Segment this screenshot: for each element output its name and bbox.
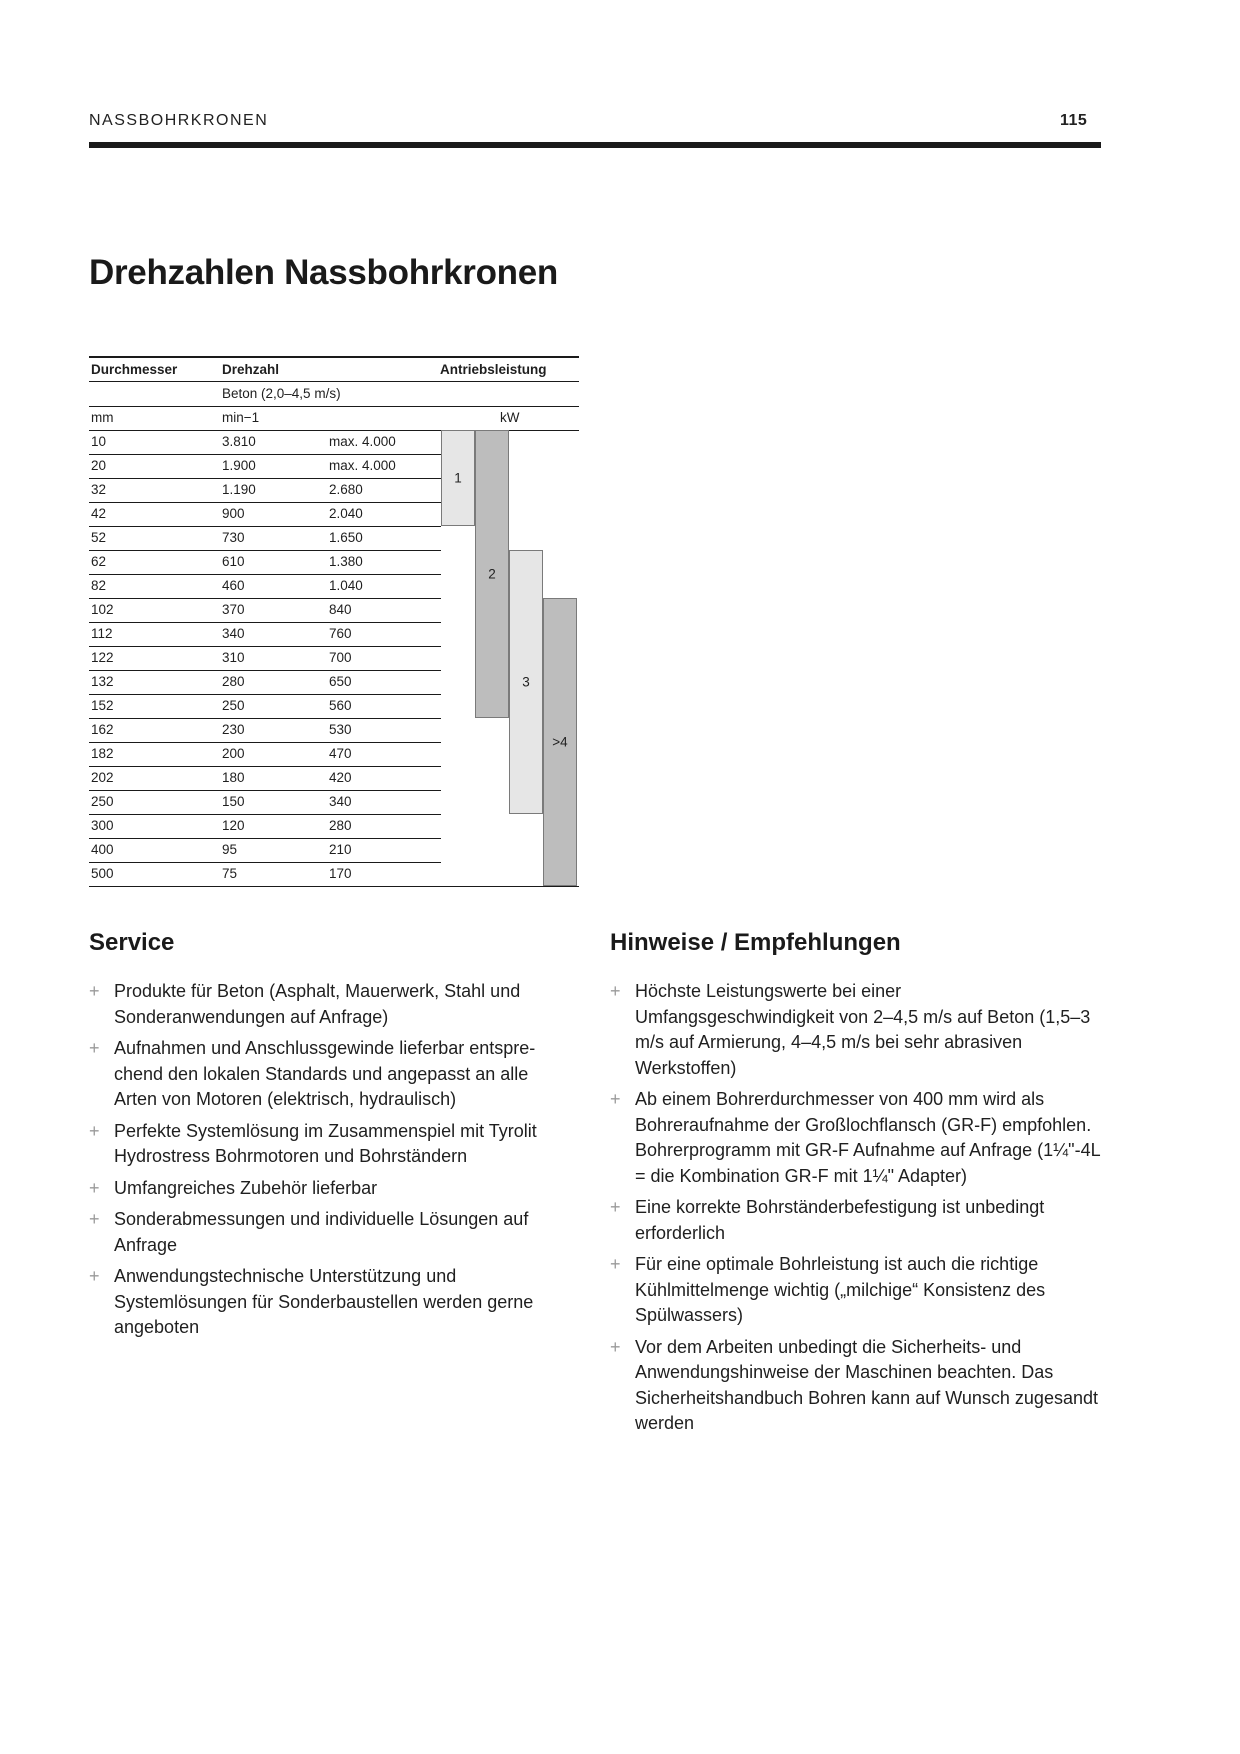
list-item: [89, 1264, 569, 1341]
cell-diameter: 10: [91, 434, 107, 449]
plus-icon: +: [89, 1209, 100, 1229]
service-heading: Service: [89, 929, 175, 956]
cell-diameter: 162: [91, 722, 114, 737]
row-rule: [89, 478, 441, 479]
cell-rpm: 95: [222, 842, 238, 857]
cell-diameter: 250: [91, 794, 114, 809]
running-header: NASSBOHRKRONEN: [89, 112, 269, 129]
row-rule: [89, 862, 441, 863]
cell-diameter: 500: [91, 866, 114, 881]
power-band-label: 3: [522, 674, 530, 690]
plus-icon: +: [89, 1266, 100, 1286]
list-item: [89, 1119, 569, 1170]
list-item-text: Höchste Leistungswerte bei einer Umfangsgeschwindigkeit von 2–4,5 m/s auf Beton (1,5–3 m/s auf Armierung, 4–4,5 m/s bei sehr abrasiven Werkstoffen): [635, 981, 1091, 1078]
row-rule: [89, 550, 441, 551]
list-item: [610, 1335, 1105, 1437]
power-band-label: 2: [488, 566, 496, 582]
cell-rpm-max: max. 4.000: [329, 458, 396, 473]
row-rule: [89, 622, 441, 623]
list-item: [89, 979, 569, 1030]
cell-diameter: 300: [91, 818, 114, 833]
table-rule: [89, 381, 579, 382]
cell-rpm: 120: [222, 818, 245, 833]
cell-diameter: 42: [91, 506, 107, 521]
plus-icon: +: [89, 1120, 100, 1141]
cell-rpm: 150: [222, 794, 245, 809]
list-item: [610, 979, 1105, 1081]
list-item: [89, 1176, 569, 1202]
cell-diameter: 82: [91, 578, 107, 593]
cell-rpm-max: 650: [329, 674, 352, 689]
row-rule: [89, 670, 441, 671]
cell-rpm-max: 760: [329, 626, 352, 641]
row-rule: [89, 454, 441, 455]
row-rule: [89, 694, 441, 695]
cell-rpm-max: 840: [329, 602, 352, 617]
list-item-text: Sonderabmessungen und individuelle Lösungen auf Anfrage: [114, 1209, 529, 1255]
table-top-rule: [89, 356, 579, 358]
row-rule: [89, 766, 441, 767]
list-item-text: Produkte für Beton (Asphalt, Mauerwerk, Stahl und Sonderanwendungen auf Anfrage): [114, 981, 521, 1027]
plus-icon: +: [89, 981, 100, 1001]
table-subheader: Beton (2,0–4,5 m/s): [222, 386, 341, 401]
cell-rpm-max: 1.380: [329, 554, 363, 569]
list-item: [610, 1087, 1105, 1189]
cell-rpm-max: 470: [329, 746, 352, 761]
list-item-text: Eine korrekte Bohrständerbefestigung ist unbedingt erforderlich: [635, 1197, 1045, 1243]
cell-rpm-max: 340: [329, 794, 352, 809]
row-rule: [89, 574, 441, 575]
cell-diameter: 182: [91, 746, 114, 761]
power-band-label: 1: [454, 470, 462, 486]
cell-diameter: 400: [91, 842, 114, 857]
plus-icon: +: [610, 1089, 621, 1109]
page-number: 115: [1060, 112, 1088, 129]
cell-diameter: 52: [91, 530, 107, 545]
cell-diameter: 102: [91, 602, 114, 617]
hinweise-heading: Hinweise / Empfehlungen: [610, 929, 901, 956]
cell-diameter: 112: [91, 626, 113, 641]
cell-diameter: 20: [91, 458, 107, 473]
table-rule: [89, 406, 579, 407]
list-item-text: Aufnahmen und Anschlussgewinde lieferbar entsprechend den lokalen Standards und angepasst an alle Arten von Motoren (elektrisch, hydraulisch): [114, 1038, 536, 1109]
power-band-label: >4: [552, 734, 568, 750]
cell-rpm-max: 530: [329, 722, 352, 737]
cell-diameter: 152: [91, 698, 114, 713]
plus-icon: +: [89, 1177, 100, 1198]
cell-diameter: 62: [91, 554, 107, 569]
list-item: [89, 1207, 569, 1258]
list-item: [610, 1195, 1105, 1246]
cell-rpm: 280: [222, 674, 245, 689]
cell-rpm-max: 2.040: [329, 506, 363, 521]
row-rule: [89, 886, 579, 887]
row-rule: [89, 814, 441, 815]
row-rule: [89, 646, 441, 647]
list-item-text: Ab einem Bohrerdurchmesser von 400 mm wird als Bohreraufnahme der Großlochflansch (GR-F) empfohlen. Bohrerprogramm mit GR-F Aufnahme auf Anfrage (1¼"-4L = die Kombination GR-F mit 1¼" Adapter): [635, 1089, 1100, 1186]
list-item-text: Für eine optimale Bohrleistung ist auch die richtige Kühlmittelmenge wichtig („milchige“ Konsistenz des Spülwassers): [635, 1254, 1046, 1325]
cell-rpm: 460: [222, 578, 245, 593]
plus-icon: +: [610, 1336, 621, 1357]
cell-rpm: 200: [222, 746, 245, 761]
cell-rpm-max: 1.650: [329, 530, 363, 545]
cell-diameter: 122: [91, 650, 114, 665]
list-item-text: Perfekte Systemlösung im Zusammenspiel mit Tyrolit Hydrostress Bohrmotoren und Bohrständern: [114, 1120, 537, 1166]
plus-icon: +: [610, 1197, 621, 1217]
list-item-text: Vor dem Arbeiten unbedingt die Sicherheits- und Anwendungshinweise der Maschinen beachten. Das Sicherheitshandbuch Bohren kann auf Wunsch zugesandt werden: [635, 1336, 1098, 1433]
list-item-text: Anwendungstechnische Unterstützung und Systemlösungen für Sonderbaustellen werden gerne angeboten: [114, 1266, 534, 1337]
plus-icon: +: [610, 1254, 621, 1274]
cell-diameter: 132: [91, 674, 114, 689]
cell-rpm-max: 170: [329, 866, 352, 881]
col-header-drehzahl: Drehzahl: [222, 362, 280, 377]
cell-diameter: 202: [91, 770, 114, 785]
cell-rpm: 1.900: [222, 458, 256, 473]
cell-rpm-max: 210: [329, 842, 352, 857]
unit-kw: kW: [500, 410, 520, 425]
cell-rpm-max: 2.680: [329, 482, 363, 497]
cell-rpm: 250: [222, 698, 245, 713]
plus-icon: +: [89, 1038, 100, 1058]
cell-rpm-max: max. 4.000: [329, 434, 396, 449]
plus-icon: +: [610, 981, 621, 1001]
row-rule: [89, 502, 441, 503]
cell-rpm: 75: [222, 866, 238, 881]
row-rule: [89, 838, 441, 839]
cell-rpm-max: 1.040: [329, 578, 363, 593]
row-rule: [89, 718, 441, 719]
list-item-text: Umfangreiches Zubehör lieferbar: [114, 1177, 378, 1198]
page-title: Drehzahlen Nassbohrkronen: [89, 253, 558, 292]
cell-rpm-max: 420: [329, 770, 352, 785]
cell-diameter: 32: [91, 482, 107, 497]
cell-rpm: 610: [222, 554, 245, 569]
cell-rpm: 180: [222, 770, 245, 785]
row-rule: [89, 598, 441, 599]
cell-rpm: 3.810: [222, 434, 256, 449]
cell-rpm-max: 560: [329, 698, 352, 713]
speed-table: [89, 356, 579, 888]
col-header-antriebsleistung: Antriebsleistung: [440, 362, 547, 377]
cell-rpm: 310: [222, 650, 245, 665]
hinweise-list: [610, 979, 1105, 1443]
service-list: [89, 979, 569, 1347]
cell-rpm-max: 700: [329, 650, 352, 665]
cell-rpm: 900: [222, 506, 245, 521]
cell-rpm-max: 280: [329, 818, 352, 833]
header-rule: [89, 142, 1101, 148]
row-rule: [89, 790, 441, 791]
row-rule: [89, 526, 441, 527]
cell-rpm: 340: [222, 626, 245, 641]
unit-mm: mm: [91, 410, 114, 425]
list-item: [89, 1036, 569, 1113]
cell-rpm: 230: [222, 722, 245, 737]
list-item: [610, 1252, 1105, 1329]
cell-rpm: 730: [222, 530, 245, 545]
row-rule: [89, 742, 441, 743]
cell-rpm: 370: [222, 602, 245, 617]
unit-rpm: min−1: [222, 410, 260, 425]
col-header-durchmesser: Durchmesser: [91, 362, 178, 377]
cell-rpm: 1.190: [222, 482, 256, 497]
